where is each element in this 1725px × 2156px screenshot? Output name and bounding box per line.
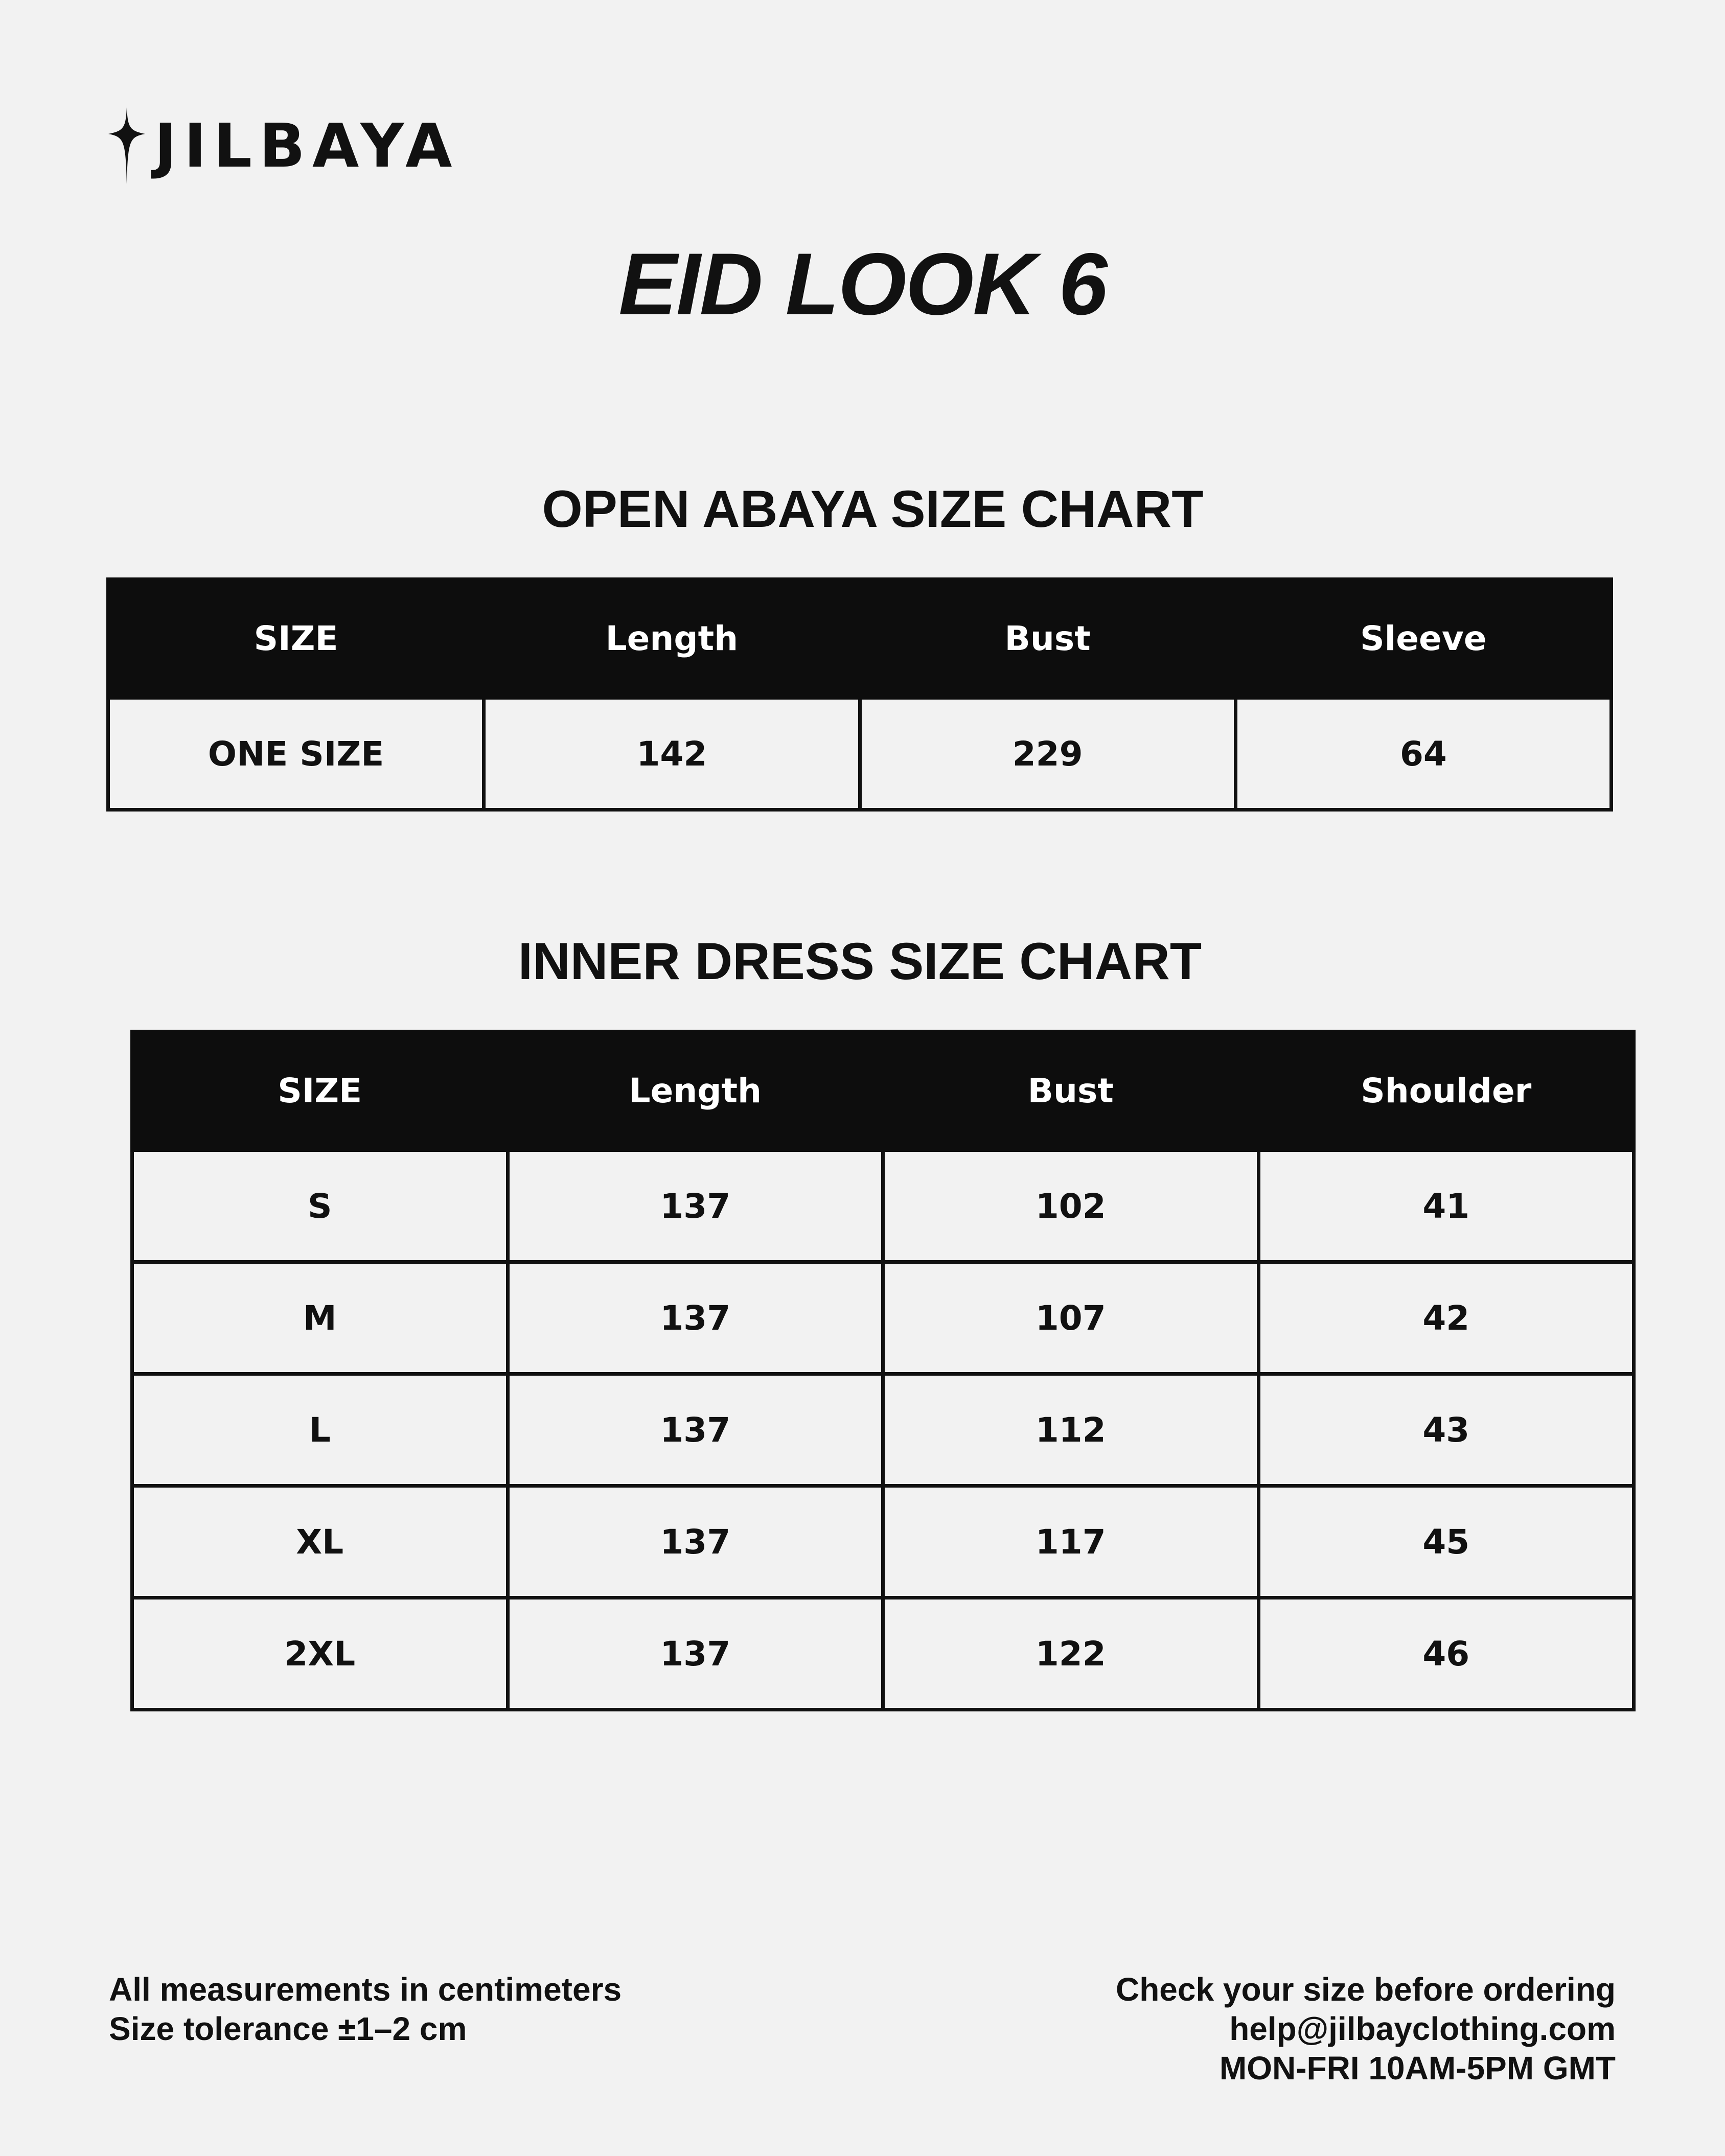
length-cell: 137	[508, 1598, 883, 1710]
table-row	[132, 1598, 1634, 1710]
bust-cell: 107	[883, 1262, 1259, 1374]
size-cell: M	[132, 1262, 508, 1374]
table-row	[108, 698, 1612, 810]
bust-cell: 102	[883, 1150, 1259, 1262]
shoulder-cell: 41	[1258, 1150, 1634, 1262]
table-row	[132, 1262, 1634, 1374]
footer-measurement-notes	[109, 1970, 622, 2049]
four-point-star-icon	[108, 107, 145, 184]
sleeve-cell: 64	[1235, 698, 1611, 810]
length-cell: 137	[508, 1150, 883, 1262]
table-row	[132, 1150, 1634, 1262]
bust-cell: 112	[883, 1374, 1259, 1486]
shoulder-cell: 42	[1258, 1262, 1634, 1374]
dress-chart-title: INNER DRESS SIZE CHART	[518, 932, 1202, 990]
length-cell: 137	[508, 1262, 883, 1374]
size-tolerance-note: Size tolerance ±1–2 cm	[109, 2010, 467, 2047]
table-row	[132, 1486, 1634, 1598]
support-email: help@jilbayclothing.com	[1229, 2010, 1616, 2047]
abaya-size-table	[106, 577, 1613, 812]
table-header-row	[108, 579, 1612, 698]
size-cell: XL	[132, 1486, 508, 1598]
length-cell: 137	[508, 1374, 883, 1486]
size-check-note: Check your size before ordering	[1115, 1971, 1616, 2008]
size-cell: 2XL	[132, 1598, 508, 1710]
abaya-chart-title: OPEN ABAYA SIZE CHART	[542, 480, 1204, 538]
size-cell: ONE SIZE	[108, 698, 484, 810]
table-header-row	[132, 1032, 1634, 1150]
column-header-sleeve: Sleeve	[1235, 579, 1611, 698]
page-title: EID LOOK 6	[618, 235, 1107, 333]
length-cell: 142	[484, 698, 860, 810]
column-header-length: Length	[508, 1032, 883, 1150]
column-header-shoulder: Shoulder	[1258, 1032, 1634, 1150]
brand-logo	[108, 107, 459, 184]
table-row	[132, 1374, 1634, 1486]
measurement-unit-note: All measurements in centimeters	[109, 1971, 622, 2008]
support-hours: MON-FRI 10AM-5PM GMT	[1219, 2050, 1616, 2087]
bust-cell: 229	[860, 698, 1235, 810]
shoulder-cell: 45	[1258, 1486, 1634, 1598]
length-cell: 137	[508, 1486, 883, 1598]
size-cell: L	[132, 1374, 508, 1486]
column-header-bust: Bust	[860, 579, 1235, 698]
column-header-length: Length	[484, 579, 860, 698]
footer-contact-info	[1116, 1970, 1616, 2088]
shoulder-cell: 46	[1258, 1598, 1634, 1710]
size-cell: S	[132, 1150, 508, 1262]
shoulder-cell: 43	[1258, 1374, 1634, 1486]
column-header-bust: Bust	[883, 1032, 1259, 1150]
column-header-size: SIZE	[132, 1032, 508, 1150]
column-header-size: SIZE	[108, 579, 484, 698]
brand-name: JILBAYA	[154, 110, 459, 181]
bust-cell: 122	[883, 1598, 1259, 1710]
bust-cell: 117	[883, 1486, 1259, 1598]
dress-size-table	[130, 1030, 1636, 1711]
